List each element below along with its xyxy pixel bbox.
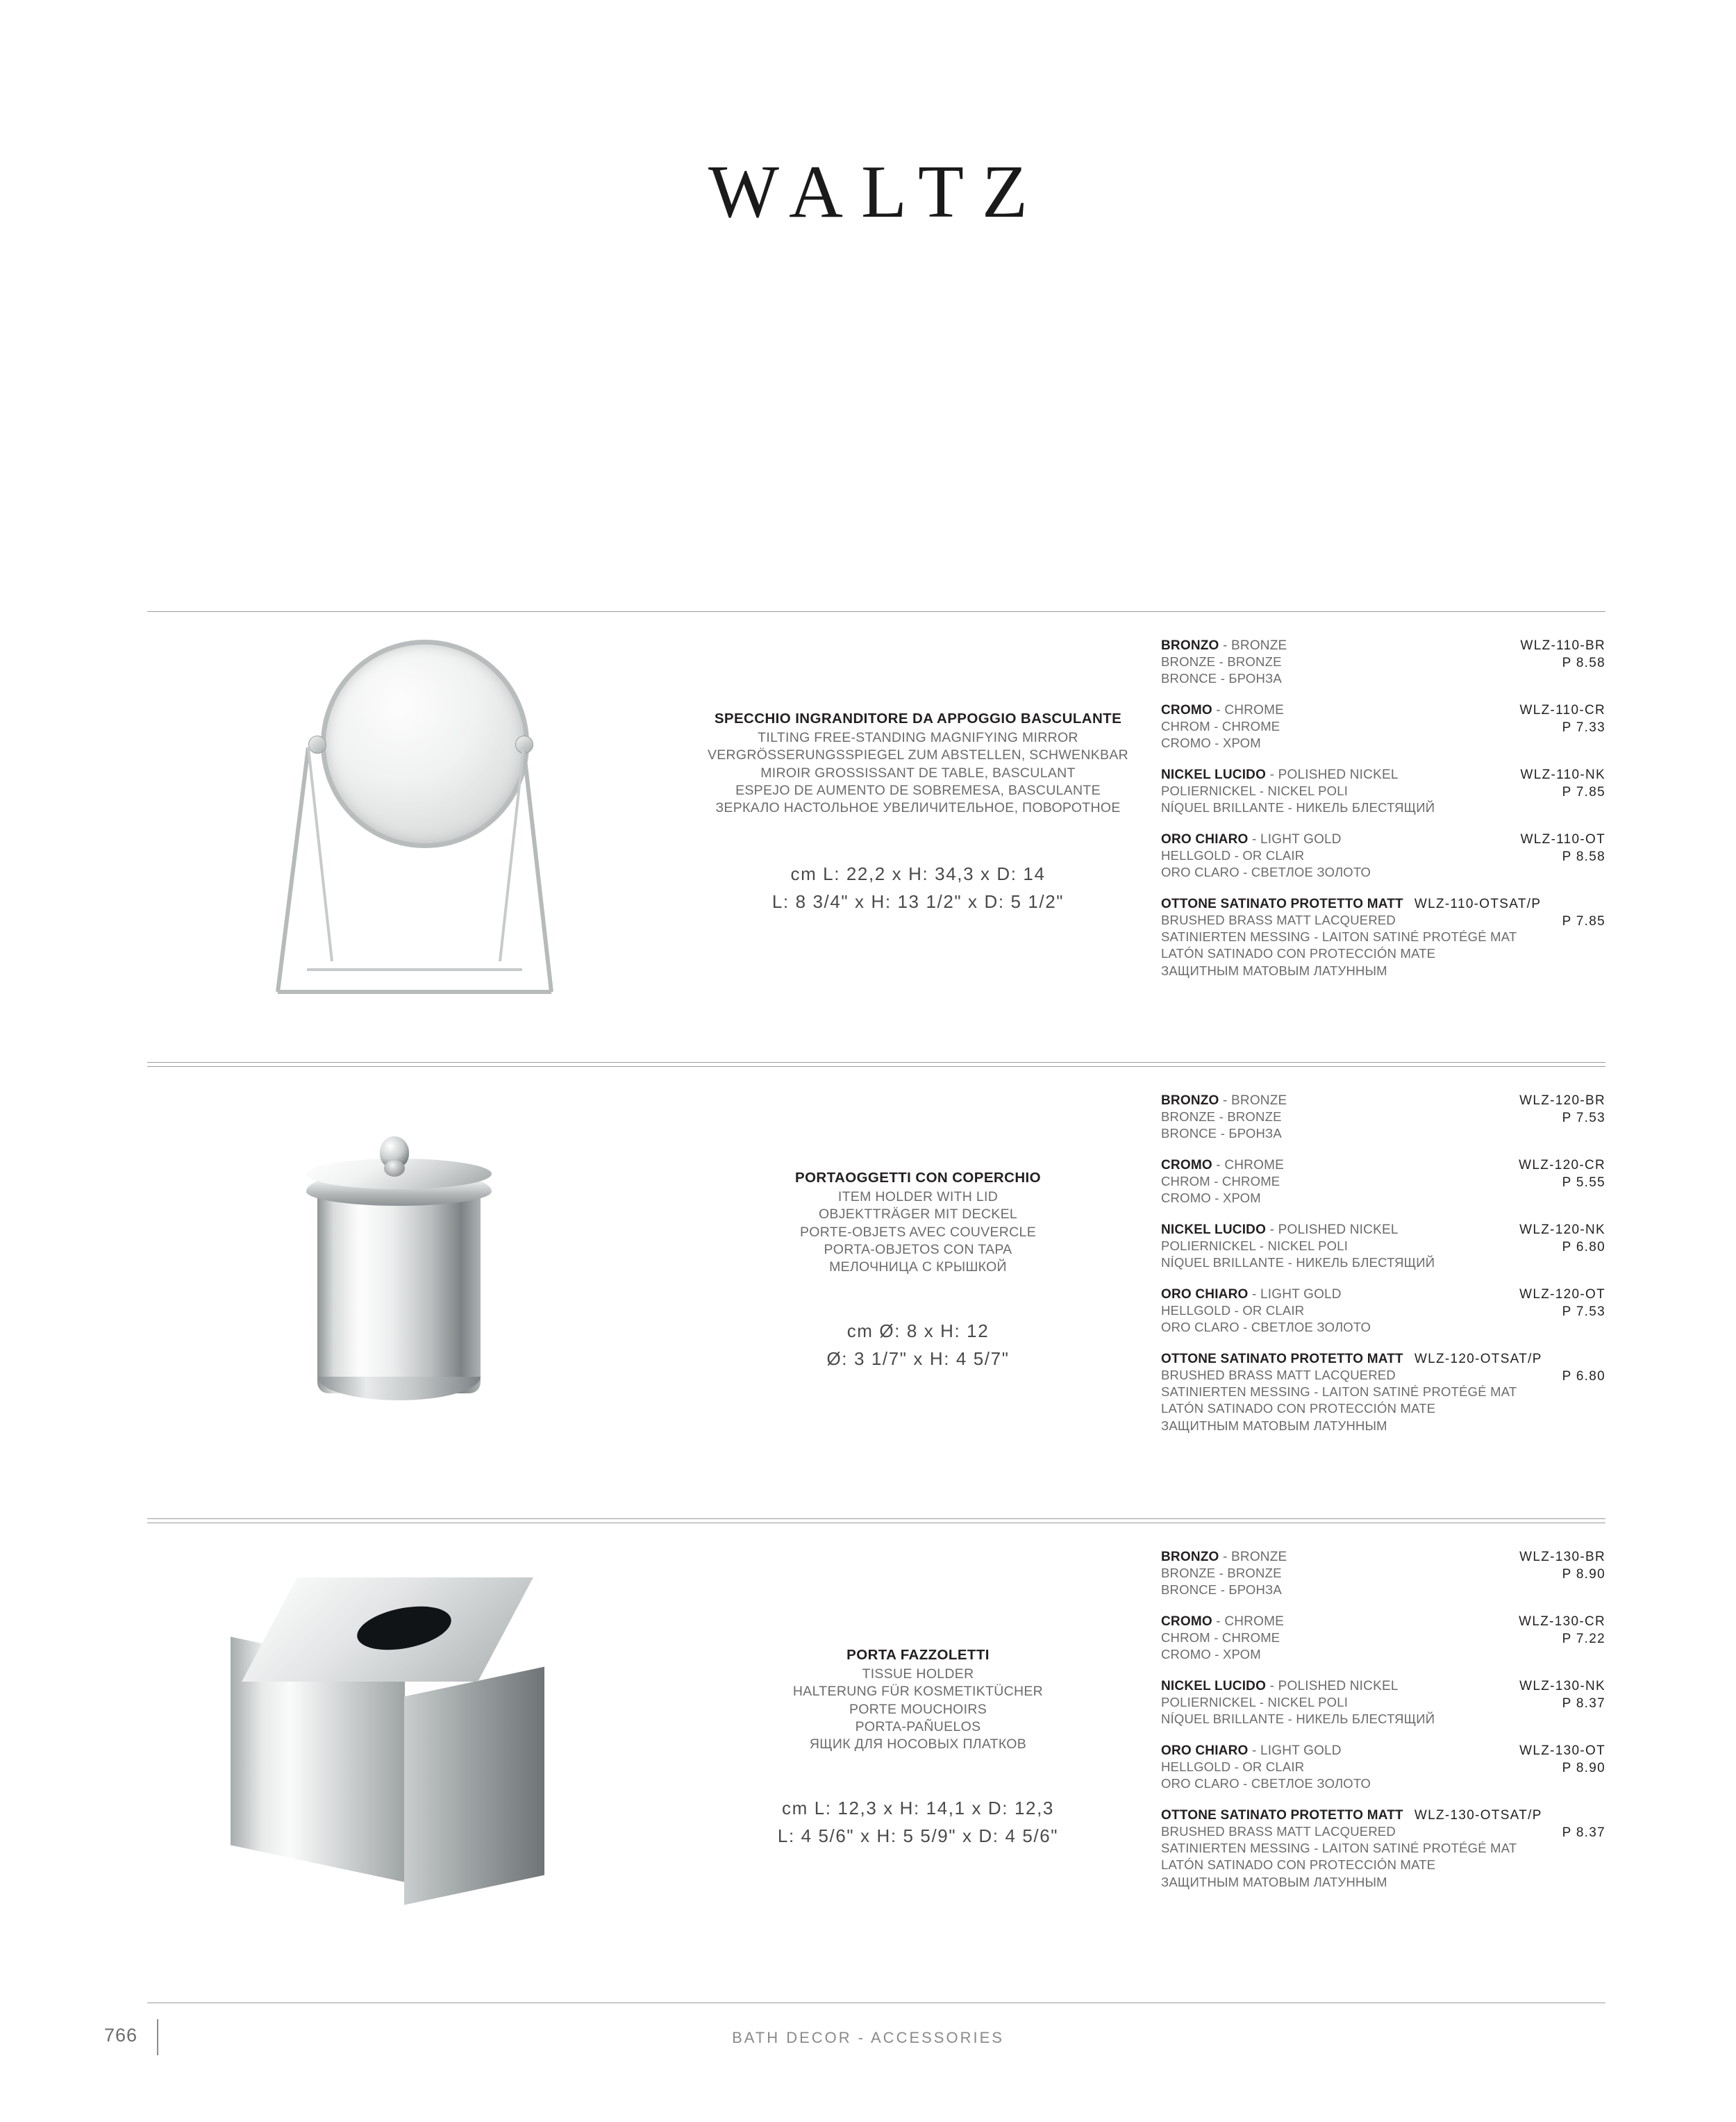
- finish-item: CROMO - CHROME CHROM - CHROME CROMO - ХРОМ WLZ-130-CR P 7.22: [1161, 1614, 1605, 1663]
- finish-price: P 8.37: [1562, 1696, 1605, 1711]
- finish-list-mirror: [1161, 612, 1605, 1062]
- dimensions-cm: cm Ø: 8 x H: 12: [846, 1320, 990, 1341]
- finish-name-en: LIGHT GOLD: [1260, 1287, 1342, 1302]
- finish-list-tissue-box: [1161, 1523, 1605, 2003]
- finish-name: OTTONE SATINATO PROTETTO MATT: [1161, 897, 1403, 912]
- finish-code: WLZ-110-NK: [1520, 768, 1605, 783]
- finish-line4: LATÓN SATINADO CON PROTECCIÓN MATE: [1161, 1401, 1436, 1416]
- finish-code: WLZ-120-OT: [1519, 1287, 1605, 1302]
- product-name-fr: PORTE MOUCHOIRS: [849, 1701, 987, 1717]
- finish-line2: POLIERNICKEL - NICKEL POLI: [1161, 1695, 1349, 1710]
- finish-item: ORO CHIARO - LIGHT GOLD HELLGOLD - OR CLAIR ORO CLARO - СВЕТЛОЕ ЗОЛОТО WLZ-120-OT P 7.53: [1161, 1287, 1605, 1336]
- finish-price: P 8.90: [1562, 1567, 1605, 1582]
- product-row: [147, 1067, 1605, 1518]
- product-row: [147, 612, 1605, 1062]
- finish-name: NICKEL LUCIDO: [1161, 1679, 1267, 1694]
- jar-illustration: [297, 1109, 505, 1414]
- finish-line2: HELLGOLD - OR CLAIR: [1161, 1303, 1305, 1318]
- finish-code: WLZ-120-NK: [1519, 1222, 1605, 1238]
- finish-item: BRONZO - BRONZE BRONZE - BRONZE BRONCE - БРОНЗА WLZ-120-BR P 7.53: [1161, 1093, 1605, 1142]
- finish-name: NICKEL LUCIDO: [1161, 1222, 1267, 1238]
- finish-item: [1161, 1808, 1605, 1890]
- finish-price: P 8.58: [1562, 849, 1605, 865]
- product-name-ru: ЯЩИК ДЛЯ НОСОВЫХ ПЛАТКОВ: [809, 1736, 1027, 1752]
- finish-line2: POLIERNICKEL - NICKEL POLI: [1161, 784, 1349, 799]
- finish-name: OTTONE SATINATO PROTETTO MATT: [1161, 1808, 1403, 1823]
- dimensions-inch: L: 4 5/6" x H: 5 5/9" x D: 4 5/6": [777, 1825, 1059, 1847]
- finish-code: WLZ-110-BR: [1520, 638, 1605, 653]
- finish-code: WLZ-130-BR: [1519, 1550, 1605, 1564]
- finish-price: P 6.80: [1562, 1240, 1605, 1255]
- product-name-de: HALTERUNG FÜR KOSMETIKTÜCHER: [792, 1684, 1044, 1700]
- finish-code: WLZ-110-OTSAT/P: [1414, 897, 1542, 912]
- finish-name: ORO CHIARO: [1161, 1743, 1249, 1759]
- finish-code: WLZ-130-CR: [1519, 1614, 1605, 1630]
- finish-code: WLZ-130-OT: [1519, 1743, 1605, 1759]
- finish-name: CROMO: [1161, 1158, 1212, 1173]
- product-name-it: SPECCHIO INGRANDITORE DA APPOGGIO BASCULANTE: [714, 711, 1122, 727]
- finish-item: ORO CHIARO - LIGHT GOLD HELLGOLD - OR CLAIR ORO CLARO - СВЕТЛОЕ ЗОЛОТО WLZ-130-OT P 8.90: [1161, 1743, 1605, 1792]
- product-row: [147, 1523, 1605, 2003]
- finish-line3: SATINIERTEN MESSING - LAITON SATINÉ PROTÉGÉ MAT: [1161, 1384, 1517, 1400]
- finish-name-en: POLISHED NICKEL: [1278, 1679, 1399, 1694]
- finish-price: P 7.85: [1562, 914, 1605, 929]
- dimensions-cm: cm L: 22,2 x H: 34,3 x D: 14: [790, 863, 1046, 884]
- finish-name: CROMO: [1161, 703, 1212, 718]
- finish-line5: ЗАЩИТНЫМ МАТОВЫМ ЛАТУННЫМ: [1161, 963, 1387, 978]
- finish-price: P 8.37: [1562, 1825, 1605, 1841]
- finish-item: BRONZO - BRONZE BRONZE - BRONZE BRONCE - БРОНЗА WLZ-130-BR P 8.90: [1161, 1550, 1605, 1598]
- finish-line3: SATINIERTEN MESSING - LAITON SATINÉ PROTÉGÉ MAT: [1161, 1841, 1517, 1856]
- finish-item: ORO CHIARO - LIGHT GOLD HELLGOLD - OR CLAIR ORO CLARO - СВЕТЛОЕ ЗОЛОТО WLZ-110-OT P 8.58: [1161, 832, 1605, 881]
- finish-line3: BRONCE - БРОНЗА: [1161, 1582, 1282, 1598]
- product-name-en: TISSUE HOLDER: [862, 1666, 974, 1682]
- finish-price: P 7.22: [1562, 1632, 1605, 1647]
- product-list: [147, 611, 1605, 2003]
- finish-item: BRONZO - BRONZE BRONZE - BRONZE BRONCE - БРОНЗА WLZ-110-BR P 8.58: [1161, 638, 1605, 687]
- dimensions-inch: L: 8 3/4" x H: 13 1/2" x D: 5 1/2": [771, 891, 1065, 913]
- finish-line2: BRONZE - BRONZE: [1161, 1566, 1282, 1580]
- product-name-ru: ЗЕРКАЛО НАСТОЛЬНОЕ УВЕЛИЧИТЕЛЬНОЕ, ПОВОРОТНОЕ: [715, 800, 1121, 816]
- finish-line4: LATÓN SATINADO CON PROTECCIÓN MATE: [1161, 946, 1436, 961]
- finish-line3: BRONCE - БРОНЗА: [1161, 671, 1282, 686]
- footer-caption: BATH DECOR - ACCESSORIES: [732, 2029, 1004, 2046]
- product-name-ru: МЕЛОЧНИЦА С КРЫШКОЙ: [829, 1259, 1007, 1275]
- finish-line2: CHROM - CHROME: [1161, 1630, 1280, 1646]
- finish-name-en: BRONZE: [1231, 1093, 1287, 1108]
- product-name-it: PORTAOGGETTI CON COPERCHIO: [795, 1170, 1041, 1186]
- finish-line3: CROMO - ХРОМ: [1161, 736, 1261, 751]
- finish-line3: NÍQUEL BRILLANTE - НИКЕЛЬ БЛЕСТЯЩИЙ: [1161, 1711, 1435, 1727]
- finish-line3: ORO CLARO - СВЕТЛОЕ ЗОЛОТО: [1161, 1320, 1371, 1335]
- finish-name-en: POLISHED NICKEL: [1278, 1222, 1399, 1238]
- finish-name: ORO CHIARO: [1161, 1287, 1249, 1302]
- product-description-jar: [675, 1067, 1161, 1518]
- finish-name: BRONZO: [1161, 638, 1219, 653]
- finish-price: P 7.53: [1562, 1304, 1605, 1320]
- dimensions-inch: Ø: 3 1/7" x H: 4 5/7": [826, 1348, 1010, 1370]
- jar-knob-base-icon: [384, 1160, 405, 1177]
- finish-price: P 7.85: [1562, 785, 1605, 800]
- finish-item: [1161, 1352, 1605, 1434]
- jar-bottom-icon: [317, 1377, 481, 1400]
- jar-body-icon: [317, 1185, 481, 1393]
- finish-line3: CROMO - ХРОМ: [1161, 1647, 1261, 1662]
- finish-price: P 7.33: [1562, 720, 1605, 736]
- finish-line2: CHROM - CHROME: [1161, 719, 1280, 734]
- finish-item: CROMO - CHROME CHROM - CHROME CROMO - ХРОМ WLZ-120-CR P 5.55: [1161, 1158, 1605, 1207]
- finish-name: BRONZO: [1161, 1093, 1219, 1108]
- finish-line2: POLIERNICKEL - NICKEL POLI: [1161, 1238, 1349, 1254]
- product-name-es: PORTA-PAÑUELOS: [855, 1719, 981, 1735]
- finish-item: NICKEL LUCIDO - POLISHED NICKEL POLIERNICKEL - NICKEL POLI NÍQUEL BRILLANTE - НИКЕЛЬ БЛЕСТЯЩИЙ WLZ-130-NK P 8.37: [1161, 1679, 1605, 1727]
- finish-code: WLZ-110-OT: [1520, 832, 1605, 847]
- finish-name-en: CHROME: [1224, 703, 1284, 718]
- finish-line2: BRUSHED BRASS MATT LACQUERED: [1161, 1824, 1396, 1839]
- finish-price: P 6.80: [1562, 1369, 1605, 1384]
- finish-line5: ЗАЩИТНЫМ МАТОВЫМ ЛАТУННЫМ: [1161, 1874, 1387, 1889]
- mirror-illustration: [265, 633, 564, 1022]
- finish-line2: HELLGOLD - OR CLAIR: [1161, 1759, 1305, 1775]
- product-name-de: VERGRÖSSERUNGSSPIEGEL ZUM ABSTELLEN, SCHWENKBAR: [707, 747, 1129, 763]
- product-name-en: ITEM HOLDER WITH LID: [837, 1189, 999, 1204]
- page-footer: [0, 2019, 1736, 2061]
- finish-name: CROMO: [1161, 1614, 1212, 1630]
- finish-line4: LATÓN SATINADO CON PROTECCIÓN MATE: [1161, 1857, 1436, 1873]
- finish-line2: BRUSHED BRASS MATT LACQUERED: [1161, 1368, 1396, 1383]
- product-image-tissue-box: [147, 1523, 675, 2003]
- finish-price: P 5.55: [1562, 1175, 1605, 1191]
- page-title: WALTZ: [708, 151, 1046, 233]
- finish-code: WLZ-130-NK: [1519, 1679, 1605, 1694]
- tissue-box-illustration: [231, 1577, 557, 1918]
- finish-price: P 8.58: [1562, 656, 1605, 670]
- product-image-mirror: [147, 612, 675, 1062]
- finish-line3: NÍQUEL BRILLANTE - НИКЕЛЬ БЛЕСТЯЩИЙ: [1161, 1255, 1435, 1270]
- finish-line3: BRONCE - БРОНЗА: [1161, 1126, 1282, 1141]
- finish-name-en: LIGHT GOLD: [1260, 1743, 1342, 1759]
- finish-name-en: CHROME: [1224, 1158, 1284, 1173]
- box-side-face-icon: [404, 1667, 544, 1905]
- finish-line2: CHROM - CHROME: [1161, 1174, 1280, 1189]
- finish-code: WLZ-110-CR: [1519, 703, 1605, 718]
- finish-line2: BRONZE - BRONZE: [1161, 654, 1282, 669]
- finish-line3: SATINIERTEN MESSING - LAITON SATINÉ PROTÉGÉ MAT: [1161, 929, 1517, 945]
- finish-line3: ORO CLARO - СВЕТЛОЕ ЗОЛОТО: [1161, 1776, 1371, 1791]
- product-name-it: PORTA FAZZOLETTI: [846, 1647, 990, 1663]
- finish-name: NICKEL LUCIDO: [1161, 768, 1267, 783]
- product-name-en: TILTING FREE-STANDING MAGNIFYING MIRROR: [758, 730, 1078, 745]
- product-name-de: OBJEKTTRÄGER MIT DECKEL: [818, 1207, 1018, 1222]
- finish-name-en: BRONZE: [1231, 638, 1287, 653]
- finish-line2: HELLGOLD - OR CLAIR: [1161, 848, 1305, 863]
- product-name-es: ESPEJO DE AUMENTO DE SOBREMESA, BASCULANTE: [735, 783, 1101, 799]
- finish-name: BRONZO: [1161, 1550, 1219, 1564]
- product-name-fr: MIROIR GROSSISSANT DE TABLE, BASCULANT: [760, 765, 1076, 781]
- product-name-es: PORTA-OBJETOS CON TAPA: [824, 1242, 1012, 1258]
- divider: [147, 1518, 1605, 1523]
- finish-line5: ЗАЩИТНЫМ МАТОВЫМ ЛАТУННЫМ: [1161, 1418, 1387, 1433]
- product-description-mirror: [675, 612, 1161, 1062]
- product-description-tissue-box: [675, 1523, 1161, 2003]
- finish-list-jar: [1161, 1067, 1605, 1518]
- finish-line2: BRONZE - BRONZE: [1161, 1109, 1282, 1124]
- finish-code: WLZ-120-CR: [1519, 1158, 1605, 1173]
- finish-line3: ORO CLARO - СВЕТЛОЕ ЗОЛОТО: [1161, 865, 1371, 880]
- finish-item: NICKEL LUCIDO - POLISHED NICKEL POLIERNICKEL - NICKEL POLI NÍQUEL BRILLANTE - НИКЕЛЬ БЛЕСТЯЩИЙ WLZ-110-NK P 7.85: [1161, 768, 1605, 816]
- divider: [147, 1062, 1605, 1067]
- finish-price: P 7.53: [1562, 1111, 1605, 1125]
- finish-code: WLZ-120-BR: [1519, 1093, 1605, 1108]
- finish-item: [1161, 897, 1605, 979]
- product-image-jar: [147, 1067, 675, 1518]
- finish-line3: CROMO - ХРОМ: [1161, 1191, 1261, 1206]
- finish-name-en: POLISHED NICKEL: [1278, 768, 1399, 783]
- mirror-stand-icon: [265, 740, 564, 1018]
- finish-name-en: CHROME: [1224, 1614, 1284, 1630]
- finish-line3: NÍQUEL BRILLANTE - НИКЕЛЬ БЛЕСТЯЩИЙ: [1161, 800, 1435, 815]
- finish-name: ORO CHIARO: [1161, 832, 1249, 847]
- product-name-fr: PORTE-OBJETS AVEC COUVERCLE: [799, 1224, 1037, 1240]
- dimensions-cm: cm L: 12,3 x H: 14,1 x D: 12,3: [782, 1798, 1054, 1818]
- finish-name-en: BRONZE: [1231, 1550, 1287, 1564]
- finish-item: NICKEL LUCIDO - POLISHED NICKEL POLIERNICKEL - NICKEL POLI NÍQUEL BRILLANTE - НИКЕЛЬ БЛЕСТЯЩИЙ WLZ-120-NK P 6.80: [1161, 1222, 1605, 1271]
- finish-code: WLZ-120-OTSAT/P: [1414, 1352, 1542, 1367]
- finish-item: CROMO - CHROME CHROM - CHROME CROMO - ХРОМ WLZ-110-CR P 7.33: [1161, 703, 1605, 752]
- finish-price: P 8.90: [1562, 1761, 1605, 1776]
- page-number: 766: [104, 2025, 138, 2046]
- finish-code: WLZ-130-OTSAT/P: [1414, 1808, 1542, 1823]
- finish-name: OTTONE SATINATO PROTETTO MATT: [1161, 1352, 1403, 1367]
- finish-line2: BRUSHED BRASS MATT LACQUERED: [1161, 913, 1396, 928]
- finish-name-en: LIGHT GOLD: [1260, 832, 1342, 847]
